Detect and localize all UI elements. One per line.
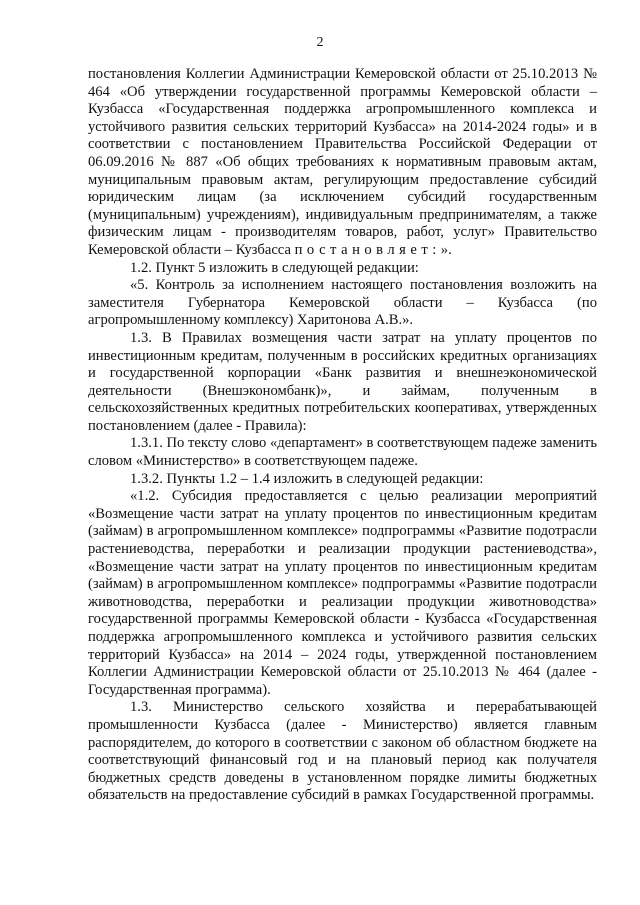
page-number: 2 [316, 35, 324, 50]
paragraph-1-3-1: 1.3.1. По тексту слово «департамент» в соответствующем падеже заменить словом «Министерство» в соответствующем падеже. [88, 435, 597, 470]
paragraph-1-3-2: 1.3.2. Пункты 1.2 – 1.4 изложить в следующей редакции: [130, 470, 484, 487]
document-body [88, 66, 597, 805]
preamble-resolves-word: постановляет: [294, 241, 441, 258]
preamble-text: постановления Коллегии Администрации Кемеровской области от 25.10.2013 № 464 «Об утверждении государственной программы Кемеровской области – Кузбасса «Государственная поддержка агропромышленного комплекса и устойчивого развития сельских территорий Кузбасса» на 2014-2024 годы» и в соответствии с постановлением Правительства Российской Федерации от 06.09.2016 № 887 «Об общих требованиях к нормативным правовым актам, муниципальным правовым актам, регулирующим предоставление субсидий юридическим лицам (за исключением субсидий государственным (муниципальным) учреждениям), индивидуальным предпринимателям, а также физическим лицам - производителям товаров, работ, услуг» Правительство Кемеровской области – Кузбасса [88, 66, 597, 258]
paragraph-preamble [88, 66, 597, 260]
preamble-closing-quote: ». [440, 241, 452, 258]
paragraph-item-5: «5. Контроль за исполнением настоящего постановления возложить на заместителя Губернатора Кемеровской области – Кузбасса (по агропромышленному комплексу) Харитонова А.В.». [88, 277, 597, 329]
paragraph-item-1-2-subsidy: «1.2. Субсидия предоставляется с целью реализации мероприятий «Возмещение части затрат на уплату процентов по инвестиционным кредитам (займам) в агропромышленном комплексе» подпрограммы «Развитие подотрасли растениеводства, переработки и реализации продукции растениеводства», «Возмещение части затрат на уплату процентов по инвестиционным кредитам (займам) в агропромышленном комплексе» подпрограммы «Развитие подотрасли животноводства, переработки и реализации продукции животноводства» государственной программы Кемеровской области - Кузбасса «Государственная поддержка агропромышленного комплекса и устойчивого развития сельских территорий Кузбасса» на 2014 – 2024 годы, утвержденной постановлением Коллегии Администрации Кемеровской области от 25.10.2013 № 464 (далее - Государственная программа). [88, 488, 597, 698]
paragraph-item-1-3-ministry: 1.3. Министерство сельского хозяйства и перерабатывающей промышленности Кузбасса (далее - Министерство) является главным распорядителем, до которого в соответствии с законом об областном бюджете на соответствующий финансовый год и на плановый период как получателя бюджетных средств доведены в установленном порядке лимиты бюджетных обязательств на предоставление субсидий в рамках Государственной программы. [88, 699, 597, 804]
paragraph-1-2: 1.2. Пункт 5 изложить в следующей редакции: [130, 259, 419, 276]
paragraph-1-3-rules: 1.3. В Правилах возмещения части затрат на уплату процентов по инвестиционным кредитам, полученным в российских кредитных организациях и государственной корпорации «Банк развития и внешнеэкономической деятельности (Внешэкономбанк)», и займам, полученным в сельскохозяйственных кредитных потребительских кооперативах, утвержденных постановлением (далее - Правила): [88, 329, 597, 434]
